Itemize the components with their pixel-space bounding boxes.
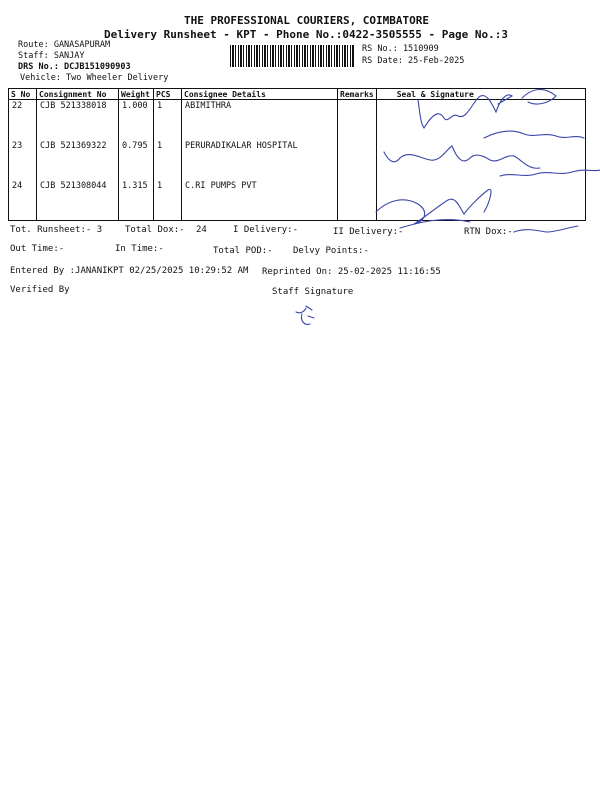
reprinted-on: Reprinted On: 25-02-2025 11:16:55 xyxy=(262,267,441,277)
col-consignee: Consignee Details xyxy=(182,89,338,100)
cell-consignee: C.RI PUMPS PVT xyxy=(182,180,338,221)
vehicle-label: Vehicle: Two Wheeler Delivery xyxy=(20,73,169,83)
total-runsheet: Tot. Runsheet:- 3 xyxy=(10,225,103,235)
cell-consignment: CJB 521308044 xyxy=(37,180,119,221)
in-time-label: In Time:- xyxy=(115,244,164,254)
signature-row-22 xyxy=(418,89,584,138)
signature-row-24 xyxy=(376,189,578,232)
cell-weight: 1.315 xyxy=(119,180,154,221)
staff-label: Staff: SANJAY xyxy=(18,51,85,61)
i-delivery-label: I Delivery:- xyxy=(233,225,299,235)
cell-consignee: ABIMITHRA xyxy=(182,100,338,141)
cell-pcs: 1 xyxy=(154,140,182,180)
staff-signature-mark xyxy=(296,306,314,324)
col-weight: Weight xyxy=(119,89,154,100)
cell-sno: 22 xyxy=(9,100,37,141)
delivery-points-label: Delvy Points:- xyxy=(293,246,369,256)
signature-row-23 xyxy=(384,146,600,176)
col-sno: S No xyxy=(9,89,37,100)
cell-weight: 0.795 xyxy=(119,140,154,180)
cell-pcs: 1 xyxy=(154,100,182,141)
company-title: THE PROFESSIONAL COURIERS, COIMBATORE xyxy=(184,14,430,27)
ii-delivery-label: II Delivery:- xyxy=(333,227,404,237)
cell-consignment: CJB 521369322 xyxy=(37,140,119,180)
staff-signature-label: Staff Signature xyxy=(272,287,354,297)
total-dox-value: 24 xyxy=(196,225,207,235)
col-remarks: Remarks xyxy=(338,89,377,100)
rtn-dox-label: RTN Dox:- xyxy=(464,227,513,237)
col-pcs: PCS xyxy=(154,89,182,100)
entered-by: Entered By :JANANIKPT 02/25/2025 10:29:52 AM xyxy=(10,266,249,276)
cell-pcs: 1 xyxy=(154,180,182,221)
route-label: Route: GANASAPURAM xyxy=(18,40,111,50)
cell-consignment: CJB 521338018 xyxy=(37,100,119,141)
rs-number: RS No.: 1510909 xyxy=(362,44,439,54)
col-consignment: Consignment No xyxy=(37,89,119,100)
cell-sno: 23 xyxy=(9,140,37,180)
total-dox-label: Total Dox:- xyxy=(125,225,185,235)
cell-sno: 24 xyxy=(9,180,37,221)
out-time-label: Out Time:- xyxy=(10,244,65,254)
col-seal-signature: Seal & Signature xyxy=(376,89,585,100)
total-pod-label: Total POD:- xyxy=(213,246,273,256)
verified-by-label: Verified By xyxy=(10,285,70,295)
drs-number: DRS No.: DCJB151090903 xyxy=(18,62,131,72)
rs-date: RS Date: 25-Feb-2025 xyxy=(362,56,465,66)
runsheet-subtitle: Delivery Runsheet - KPT - Phone No.:0422-3505555 - Page No.:3 xyxy=(104,28,508,41)
cell-weight: 1.000 xyxy=(119,100,154,141)
cell-consignee: PERURADIKALAR HOSPITAL xyxy=(182,140,338,180)
